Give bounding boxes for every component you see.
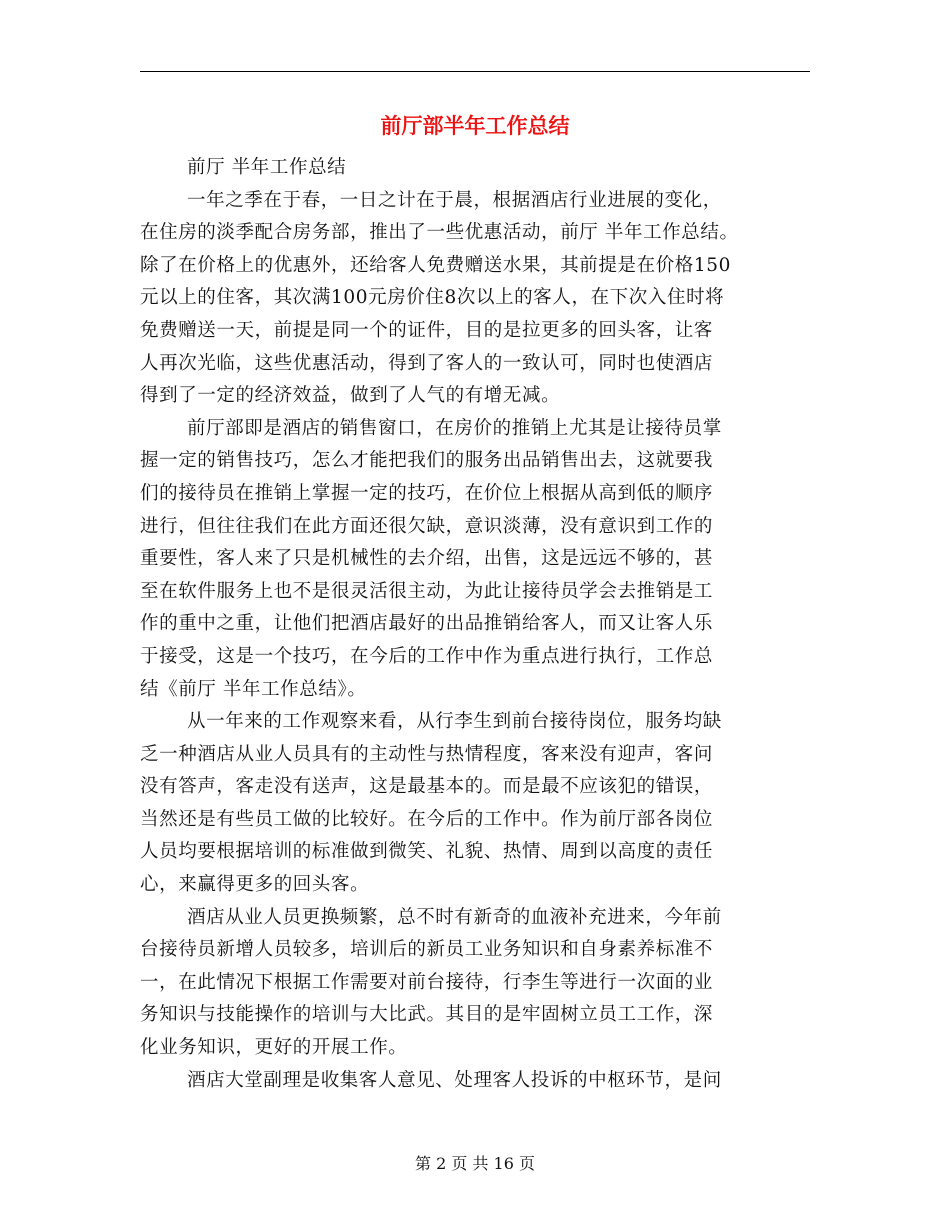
body-line: 酒店从业人员更换频繁，总不时有新奇的血液补充进来，今年前 [187, 906, 722, 928]
body-line: 人再次光临，这些优惠活动，得到了客人的一致认可，同时也使酒店 [140, 352, 714, 374]
body-line: 得到了一定的经济效益，做到了人气的有增无减。 [140, 385, 561, 407]
body-line: 握一定的销售技巧，怎么才能把我们的服务出品销售出去，这就要我 [140, 450, 714, 472]
body-line: 在住房的淡季配合房务部，推出了一些优惠活动，前厅 半年工作总结。 [140, 222, 739, 244]
body-line: 前厅部即是酒店的销售窗口，在房价的推销上尤其是让接待员掌 [187, 417, 722, 439]
body-line: 化业务知识，更好的开展工作。 [140, 1037, 408, 1059]
body-line: 从一年来的工作观察来看，从行李生到前台接待岗位，服务均缺 [187, 711, 722, 733]
body-line: 作的重中之重，让他们把酒店最好的出品推销给客人，而又让客人乐 [140, 613, 714, 635]
body-line: 至在软件服务上也不是很灵活很主动，为此让接待员学会去推销是工 [140, 580, 714, 602]
body-line: 们的接待员在推销上掌握一定的技巧，在价位上根据从高到低的顺序 [140, 482, 714, 504]
body-line: 酒店大堂副理是收集客人意见、处理客人投诉的中枢环节，是问 [187, 1069, 722, 1091]
body-line: 一年之季在于春，一日之计在于晨，根据酒店行业进展的变化， [187, 189, 722, 211]
body-line: 台接待员新增人员较多，培训后的新员工业务知识和自身素养标准不 [140, 939, 714, 961]
body-line: 元以上的住客，其次满100元房价住8次以上的客人，在下次入住时将 [140, 287, 725, 309]
page-footer: 第 2 页 共 16 页 [415, 1154, 535, 1173]
page-title: 前厅部半年工作总结 [380, 113, 570, 138]
body-line: 除了在价格上的优惠外，还给客人免费赠送水果，其前提是在价格150 [140, 254, 732, 276]
body-line: 于接受，这是一个技巧，在今后的工作中作为重点进行执行，工作总 [140, 645, 714, 667]
body-line: 结《前厅 半年工作总结》。 [140, 678, 367, 700]
body-line: 心，来赢得更多的回头客。 [140, 874, 370, 896]
body-line: 进行，但往往我们在此方面还很欠缺，意识淡薄，没有意识到工作的 [140, 515, 714, 537]
body-line: 前厅 半年工作总结 [187, 157, 347, 178]
body-line: 重要性，客人来了只是机械性的去介绍，出售，这是远远不够的，甚 [140, 548, 714, 570]
body-line: 务知识与技能操作的培训与大比武。其目的是牢固树立员工工作，深 [140, 1004, 714, 1026]
body-line: 一，在此情况下根据工作需要对前台接待，行李生等进行一次面的业 [140, 971, 714, 993]
body-line: 人员均要根据培训的标准做到微笑、礼貌、热情、周到以高度的责任 [140, 841, 714, 863]
body-line: 当然还是有些员工做的比较好。在今后的工作中。作为前厅部各岗位 [140, 808, 714, 830]
document-body [140, 152, 810, 1097]
body-line: 乏一种酒店从业人员具有的主动性与热情程度，客来没有迎声，客问 [140, 743, 714, 765]
header-rule [140, 71, 810, 72]
body-line: 没有答声，客走没有送声，这是最基本的。而是最不应该犯的错误， [140, 776, 714, 798]
body-line: 免费赠送一天，前提是同一个的证件，目的是拉更多的回头客，让客 [140, 319, 714, 341]
